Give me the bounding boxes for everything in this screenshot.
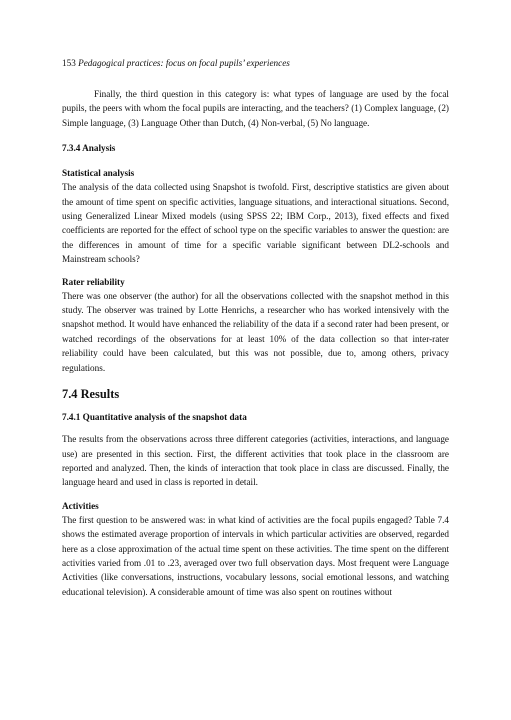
running-title: Pedagogical practices: focus on focal pupils’ experiences (78, 58, 290, 68)
subheading-statistical-analysis: Statistical analysis (62, 168, 135, 179)
page-number: 153 (62, 58, 76, 68)
intro-paragraph: Finally, the third question in this category is: what types of language are used by the focal pupils, the peers with whom the focal pupils are interacting, and the teachers? (1) Complex language, (2) Simple language, (3) Language Other than Dutch, (4) Non-verbal, (5) No language. (62, 89, 449, 128)
paragraph-quantitative: The results from the observations across three different categories (activities, interactions, and language use) are presented in this section. First, the different activities that took place in the classroom are reported and analyzed. Then, the kinds of interaction that took place in class are discussed. Finally, the language heard and used in class is reported in detail. (62, 434, 449, 488)
section-heading-results: 7.4 Results (62, 387, 120, 402)
document-page (62, 57, 449, 599)
paragraph-activities: The first question to be answered was: in what kind of activities are the focal pupils engaged? Table 7.4 shows the estimated average proportion of intervals in which particular activities are observed, regarded here as a close approximation of the actual time spent on these activities. The time spent on the different activities varied from .01 to .23, averaged over two full observation days. Most frequent were Language Activities (like conversations, instructions, vocabulary lessons, social emotional lessons, and watching educational television). A considerable amount of time was also spent on routines without (62, 514, 449, 597)
subsection-heading-quantitative: 7.4.1 Quantitative analysis of the snapshot data (62, 412, 247, 423)
running-header (62, 57, 449, 69)
subheading-activities: Activities (62, 500, 99, 511)
section-heading-analysis: 7.3.4 Analysis (62, 143, 116, 154)
paragraph-rater-reliability: There was one observer (the author) for all the observations collected with the snapshot method in this study. The observer was trained by Lotte Henrichs, a researcher who has worked intensively with the snapshot method. It would have enhanced the reliability of the data if a second rater had been present, or watched recordings of the observations for at least 10% of the data collection so that inter-rater reliability could have been calculated, but this was not possible, due to, among others, privacy regulations. (62, 290, 449, 373)
subheading-rater-reliability: Rater reliability (62, 276, 125, 287)
paragraph-statistical-analysis: The analysis of the data collected using Snapshot is twofold. First, descriptive statistics are given about the amount of time spent on specific activities, language situations, and interactional situations. Second, using Generalized Linear Mixed models (using SPSS 22; IBM Corp., 2013), fixed effects and fixed coefficients are reported for the effect of school type on the specific variables to answer the question: are the differences in amount of time for a specific variable significant between DL2-schools and Mainstream schools? (62, 182, 449, 265)
